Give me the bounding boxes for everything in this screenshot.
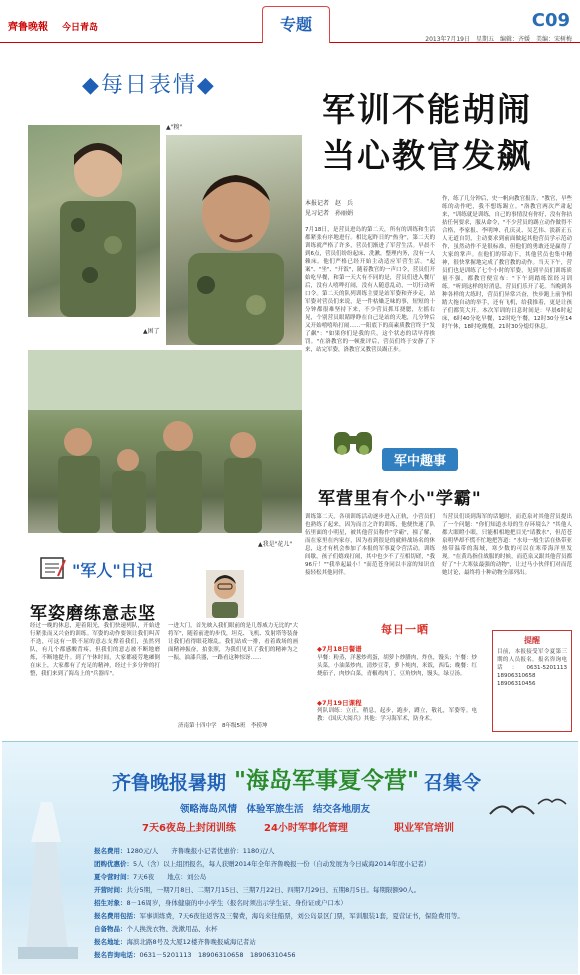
ad-row: 报名咨询电话：0631－5201113 18906310658 18906310456 [94, 951, 296, 959]
main-story-col1: 7月18日，是营员进岛的第二天，所有的训练和生活都紧张有序地进行。相比起昨日的"热身"，第二天的训练就严格了许多，营员们渐进了军营生活。早晨不到6点，营员们纷纷起床、洗漱，整理内务，没有一人赖床。他们严格已经开始主动适应军营生活。"起案"、"坐"、"开饭"，随着教官的一声口令，营员们开始吃早餐，和第一天大有不同的是，营员们进入餐厅后，没有人嘻哗打闹，没有人随意乱动，一切行动听口令。第二天的队列训练主要是站军姿和齐步走，站军姿对营员们来说，是一件枯燥乏味的事，短短的十分钟都很难坚持下来，不少营员抓耳挠腮，左摇右晃，个别营员眼睛睁睁在自己是站的天地，几分钟后又开始嘻嘻哈打闹……一阳底下的高素质教官终于"发了飙"："如果你们是我的兵，这个状态的话早得挨罚。"在洛教官的一顿批评后，营员们终于安静了下来，站完军姿，洛教官又教营员踢正步。 [305, 227, 436, 353]
menu-day1-title: ◆7月18日餐谱 [317, 645, 362, 653]
military-fun-label: 军中趣事 [382, 448, 458, 471]
daily-menu-label: 每日一晒 [381, 623, 429, 636]
boy-figure-icon [166, 135, 302, 345]
newspaper-logo: 齊鲁晚報 [8, 22, 48, 33]
main-story-col2: 作，练了几分钟后，史一帆向教官报告，"教官，早些练的动作吧，我不想练踢立。"洛教官两次严肃起来，"训练就是训练，自己的事情没有你好，没有你拈拈任何要求，服从命令，"不少营员的踢立动作做得不合格，李家报、李明坤、孔庆灵、吴艺伟、淡新正五人无道自罚，主动要求到前面做起其他营员学示范动作，虽然动作不是很标准，但他们的勇敢还是赢得了大家的掌声。在他们的带动下，其他营员也集中精神，很快掌握地完成了教官教的动作。当天下午，营员们也是训练了七个小时的军姿，见到平员们训练质量不强，都教官便宣布："下午到踏练馆经习训练。"听到这样的好消息，营员们乐开了花。当晚到各种各样的大练时，营员们异常兴奋，快步跑上前争相踏大拖自动的举手，还有飞机，给我推着，更是让孩子们都笑大开。本次军训的日息时间是：早晨6时起床，6时40分吃早餐，12时吃午餐，12时30分至14时午休，18时吃晚餐，21时30分熄灯休息。 [442, 196, 572, 330]
daily-mood-label: ◆每日表情◆ [82, 73, 216, 98]
military-fun-col2: 当营员们谈到海军的话题时，而范泉对其他营员提出了一个问题："你们知道水母的生存环境么？"其他人都大眼瞪小眼，只能相相地把目光"请教水"，但范苍泉明华却不慌不忙地把答道："水母一般生活在热带亚热带温带的海域，寒少数的可以在寒带海洋里发现。"在黄岛指住战服的时候，而范泉又跟其他营员都好了"十大寒弦最强的动物"，让过马小伙伴们对而范她讨论，最终将十种动物全部列出。 [442, 514, 572, 576]
soldier-figure-icon [28, 125, 160, 317]
ad-row: 开营时间：共分5期，一期7月8日、二期7月15日、三期7月22日、四期7月29日、五期8月5日。每期限额90人。 [94, 886, 421, 894]
diary-headline: 军姿磨练意志坚 [30, 604, 156, 624]
ad-row: 招生对象：8－16周岁，身体健康的中小学生（报名时须出示学生证、身份证或户口本） [94, 899, 347, 907]
binoculars-icon [332, 424, 376, 462]
camp-advertisement [2, 741, 578, 974]
ad-title-a: 齐鲁晚报暑期 [112, 772, 227, 794]
photo1-caption: ▲"糗" [166, 124, 183, 131]
dateline: 2013年7月19日 星期五 编辑：齐媛 美编：宋树梅 [425, 36, 572, 43]
main-headline-line2: 当心教官发飙 [322, 136, 532, 175]
menu-day2-title: ◆7月19日课程 [317, 699, 362, 707]
diary-col2: 一进大门，首先映入我们眼前的是几尊威力无比的"大将军"，随着前进的步伐，坦克、飞机、发射塔等装备让我们看得眼花缭乱。我们站成一排，看着战场的画面精神振奋，拍张照，为我们见识了我们的精神为之一振，油漆兵器，一路看这种惊讶…… [168, 623, 298, 661]
ad-slogan-management: 24小时军事化管理 [264, 823, 348, 834]
main-headline-line1: 军训不能胡闹 [322, 90, 532, 129]
byline-reporter: 本报记者 赵 兵 [305, 200, 354, 207]
masthead [0, 0, 580, 43]
diary-label: "军人"日记 [72, 561, 153, 580]
ad-slogan: 领略海岛风情 体验军旅生活 结交各地朋友 [180, 804, 371, 815]
ad-row: 报名费用包括：军事训练费，7天6夜往返客及三餐费，海岛来往船票，刘公岛景区门票，军训服装1套，夏营证书，保险费用等。 [94, 912, 464, 920]
ad-slogan-closed-training: 7天6夜岛上封闭训练 [142, 823, 236, 834]
military-fun-headline: 军营里有个小"学霸" [318, 489, 482, 509]
edition-name: 今日青岛 [62, 23, 99, 33]
photo-boy-crying [166, 135, 302, 345]
menu-day2-text: 列队训练：立正，稍息，起步，跑步，蹲立，敬礼，军姿等。电教：《国庆大阅兵》其他：学习海军术，防身术。 [317, 708, 477, 722]
student-avatar [206, 570, 244, 618]
lighthouse-statue-icon [6, 782, 96, 962]
ad-row: 团购优惠价：5人（含）以上组团报名，每人获赠2014年全年齐鲁晚报一份（自动发展为今日威海2014年度小记者） [94, 860, 431, 868]
byline-intern: 见习记者 孙丽娟 [305, 210, 354, 217]
ad-title-c: 召集令 [424, 772, 482, 794]
photo-group-training [28, 350, 302, 533]
photo2-caption: ▲困了 [143, 328, 160, 335]
military-fun-col1: 训练第二天，各项训练活动逐步进入正轨，小营员们也熟练了起来，因为而言之许的训练，他便快速了队伍里面的小明星，被其他营员称作"学霸"，撞了解，而在家里在内家存，因为看到很是的就鲜战场名的休息，这才有机会参加了本报的军事夏令营活动。训练间歇，孩子们嬉戏打闹，其中也少不了互相切磋，"我96斤！""我举起最小！"而范苍身同以丰富的知识直接轻松其他同伴。 [305, 514, 435, 576]
diary-author: 济南第十四中学 8年级5班 李捞坤 [178, 723, 268, 729]
menu-day1-text: 早餐：粉蒸，洋葱炒鸡蛋，胡萝卜炒腊肉，炸鱼，馒头；午餐：炒头菜，小油菜炒肉，清炒豆芽，萝卜炖肉，米饭，西瓜；晚餐：红烧茄子，肉炒白菜，青椒鸡肉丁，豆角炒肉，馒头，绿豆汤。 [317, 655, 477, 677]
ad-title-b: "海岛军事夏令营" [234, 768, 419, 794]
soldiers-group-icon [28, 350, 302, 533]
ad-row: 夏令营时间：7天6夜 地点：刘公岛 [94, 873, 207, 881]
ad-row: 自备物品：个人换洗衣物、洗漱用品、水杯 [94, 925, 218, 933]
reminder-text: 目前，本报接受军令夏第三期的人员报名。报名咨询电话：0631-5201113 18906310658 18906310456 [497, 649, 573, 687]
ad-row: 报名费用：1280元/人 齐鲁晚报小记者优惠价：1180元/人 [94, 847, 275, 855]
section-tab: 专题 [262, 6, 330, 43]
photo3-caption: ▲我是"花儿" [258, 541, 293, 548]
ad-slogan-officer: 职业军官培训 [394, 823, 454, 834]
reminder-title: 提醒 [524, 636, 540, 645]
notebook-icon [40, 556, 66, 584]
seagull-icon [488, 792, 568, 832]
page-number: C09 [531, 10, 570, 31]
photo-girl-grimace [28, 125, 160, 317]
reminder-box [492, 630, 572, 732]
diary-col1: 经过一晚的休息，迎着阳光，我们快速列队，开始进行紧张而又兴奋的训练。军姿的动作要领让我们叫苦不迭，可这有一股不屈的意志支撑着我们，虽然列队，有几个都感酸背疼，但我们的意志被不断地磨炼，不断地提升。到了午休时间，大家都疲劳地瘫倒在床上，大家都有了充足的精神，经过十多分钟的打整，我们来到了海岛上的"兵器库"。 [30, 623, 160, 677]
ad-row: 报名地址：海滨北路8号及大厦12楼齐鲁晚报威海记者站 [94, 938, 256, 946]
